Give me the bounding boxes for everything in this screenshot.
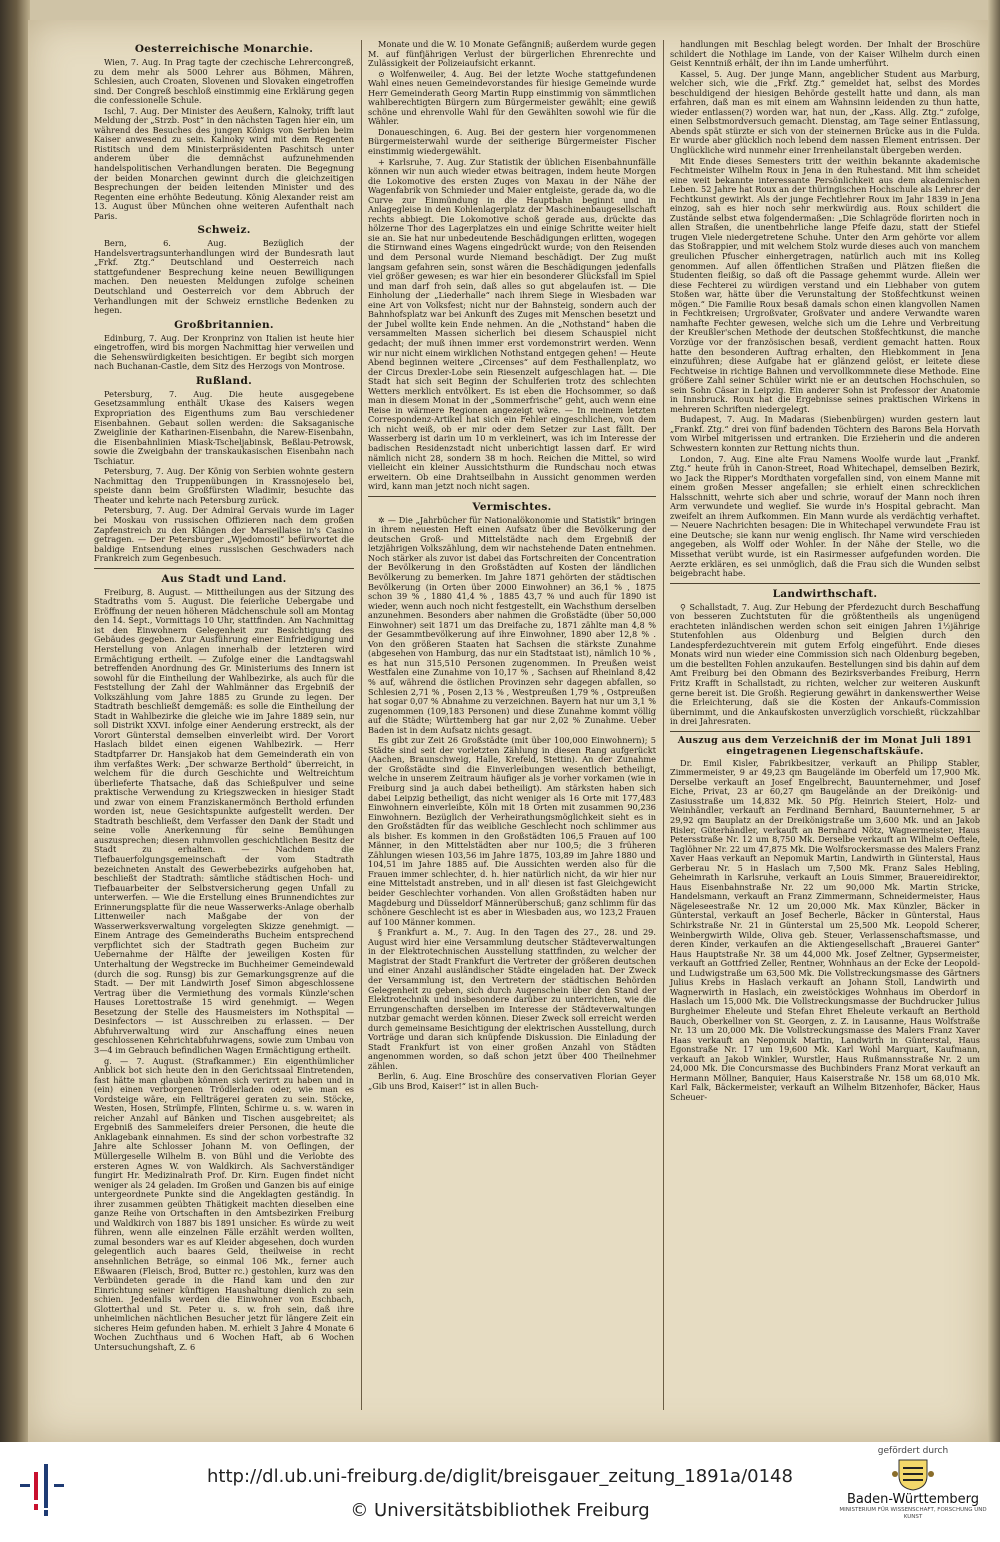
article-paragraph: Wien, 7. Aug. In Prag tagte der czechische Lehrercongreß, zu dem mehr als 5000 Lehrer aus Böhmen, Mähren, Schlesien, auch Croaten, Slovenen und Slovaken eingetroffen sind. Der Congreß beschloß einstimmig eine Erklärung gegen die confessionelle Schule. [94, 57, 354, 106]
page-edge [988, 0, 1000, 1442]
article-paragraph: Freiburg, 8. August. — Mittheilungen aus der Sitzung des Stadtraths vom 5. August. Die feierliche Uebergabe und Eröffnung der neuen höheren Mädchenschule soll am Montag den 14. Sept., Vormittags 10 Uhr, stattfinden. Am Nachmittag ist den Einwohnern Gelegenheit zur Besichtigung des Gebäudes gegeben. Zur Ausführung einer Einfriedigung und Herstellung von Anlagen innerhalb der letzteren wird Ermächtigung ertheilt. — Zufolge einer die Landtagswahl betreffenden Anordnung des Gr. Ministeriums des Innern ist sowohl für die Eintheilung der Wahlbezirke, als auch für die Feststellung der Zahl der Wahlmänner das Ergebniß der Volkszählung vom Jahre 1885 zu Grunde zu legen. Der Stadtrath beschließt demgemäß: es solle die Eintheilung der Stadt in Wahlbezirke die gleiche wie im Jahre 1889 sein, nur soll Distrikt XXVI. infolge einer Aenderung erstreckt, als der Vorort Günterstal demselben einverleibt wird. Der Vorort Haslach bildet einen eigenen Wahlbezirk. — Herr Stadtpfarrer Dr. Hansjakob hat dem Gemeinderath ein von ihm verfaßtes Werk: „Der schwarze Berthold“ überreicht, in welchem für die durch Geschichte und Weltreichtum überlieferte Thatsache, daß das Schießpulver und seine praktische Verwendung zu Kriegszwecken in hiesiger Stadt und zwar von einem Franziskanermönch Berthold erfunden worden ist, neue Gesichtspunkte aufgestellt werden. Der Stadtrath beschließt, dem Verfasser den Dank der Stadt und seine volle Anerkennung für seine Bemühungen auszusprechen; diesen ruhmvollen geschichtlichen Besitz der Stadt zu erhalten. — Nachdem die Tiefbauerfolgungsgemeinschaft der vom Stadtrath bezeichneten Anstalt des Gewerbebezirks aufgehoben hat, beschließt der Stadtrath: sämtliche städtischen Hoch- und Tiefbauarbeiter der Selbstversicherung gegen Unfall zu unterwerfen. — Wie die Erstellung eines Brunnendichtes zur Erinnerungsplatte für die neue Wasserwerks-Anlage oberhalb Littenweiler nach Maßgabe der von der Wasserwerksverwaltung vorgelegten Skizze genehmigt. — Einem Antrage des Gemeinderaths Bucheim entsprechend verpflichtet sich der Stadtrath gegen Bucheim zur Uebernahme der Hälfte der jeweiligen Kosten für Unterhaltung der Wegstrecke im Buchheimer Gemeindewald (durch die sog. Runsg) bis zur Gemarkungsgrenze auf die Stadt. — Der mit Landwirth Josef Simon abgeschlossene Vertrag über die Vermiethung des vormals Künzle'schen Hauses Lorettostraße 15 wird genehmigt. — Wegen Besetzung der Stelle des Hausmeisters im Nothspital — Desinfectors — ist Ausschreiben zu erlassen. — Der Abfuhrverwaltung wird zur Anschaffung eines neuen geschlossenen Kehrichtabfuhrwagens, sowie zum Umbau von 3—4 im Gebrauch befindlichen Wagen Ermächtigung ertheilt. [94, 586, 354, 1055]
coat-of-arms-icon [891, 1456, 935, 1492]
book-binding [0, 0, 30, 1442]
article-paragraph: ⊙ Wolfenweiler, 4. Aug. Bei der letzte Woche stattgefundenen Wahl eines neuen Gemeindevorstandes für hiesige Gemeinde wurde Herr Gemeinderath Georg Martin Rupp einstimmig von sämmtlichen wahlberechtigten Bürgern zum Bürgermeister gewählt; eine gewiß schöne und ehrenvolle Wahl für den Gewählten sowohl wie für die Wähler. [368, 68, 656, 127]
column-3 [664, 40, 986, 1442]
article-paragraph: Petersburg, 7. Aug. Der König von Serbien wohnte gestern Nachmittag den Truppenübungen in Krassnojeselo bei, speiste dann beim Großfürsten Wladimir, besuchte das Theater und kehrte nach Petersburg zurück. [94, 466, 354, 505]
article-paragraph: Petersburg, 7. Aug. Die heute ausgegebene Gesetzsammlung enthält Ukase des Kaisers wegen Expropriation des Eigenthums zum Bau verschiedener Eisenbahnen. Gebaut sollen werden: die Saksaganische Zweiglinie der Katharinen-Eisenbahn, die Narew-Eisenbahn, die Eisenbahnlinien Miask-Tscheljabinsk, Beßlau-Petrowsk, sowie die Zweigbahn der transkaukasischen Eisenbahn nach Tschiatur. [94, 388, 354, 466]
section-heading: Vermischtes. [368, 496, 656, 514]
article-paragraph: Kassel, 5. Aug. Der junge Mann, angeblicher Student aus Marburg, welcher sich, wie die „Frkf. Ztg.“ gemeldet hat, selbst des Mordes beschuldigend der hiesigen Behörde gestellt hatte und dann, als man erfahren, daß man es mit einem am Wahnsinn leidenden zu thun hatte, wieder entlassen(?) worden war, hat nun, der „Kass. Allg. Ztg.“ zufolge, einen Selbstmordversuch gemacht. Dienstag, am Tage seiner Entlassung, Abends spät stürzte er sich von der steinernen Brücke aus in die Fulda. Er wurde aber glücklich noch lebend dem nassen Element entrissen. Der Unglückliche wird nunmehr einer Irrenheilanstalt übergeben werden. [670, 68, 980, 156]
section-heading: Landwirthschaft. [670, 583, 980, 601]
article-paragraph: § Frankfurt a. M., 7. Aug. In den Tagen des 27., 28. und 29. August wird hier eine Versammlung deutscher Städteverwaltungen in der Elektrotechnischen Ausstellung stattfinden, zu welcher der Magistrat der Stadt Frankfurt die Vertreter der größeren deutschen und einer Anzahl ausländischer Städte eingeladen hat. Der Zweck der Versammlung ist, den Vertretern der städtischen Behörden Gelegenheit zu geben, sich durch Augenschein über den Stand der Elektrotechnik und insbesondere darüber zu unterrichten, wie die Errungenschaften derselben im Interesse der Städteverwaltungen nutzbar gemacht werden können. Dieser Zweck soll erreicht werden durch gemeinsame Besichtigung der elektrischen Ausstellung, durch Vorträge und daran sich knüpfende Diskussion. Die Einladung der Stadt Frankfurt ist von einer großen Anzahl von Städten angenommen worden, so daß schon jetzt über 400 Theilnehmer zählen. [368, 927, 656, 1071]
article-paragraph: Budapest, 7. Aug. In Madaras (Siebenbürgen) wurden gestern laut „Frankf. Ztg.“ drei von fünf badenden Töchtern des Barons Bela Horvath vom Wirbel mitgerissen und ertranken. Die Erzieherin und die anderen Schwestern konnten zur Rettung nichts thun. [670, 414, 980, 453]
section-heading: Auszug aus dem Verzeichniß der im Monat Juli 1891 eingetragenen Liegenschaftskäufe. [670, 731, 980, 757]
column-2 [362, 40, 662, 1442]
sponsor-name: Baden-Württemberg [847, 1492, 979, 1507]
article-paragraph: Bern, 6. Aug. Bezüglich der Handelsvertragsunterhandlungen wird der Bundesrath laut „Frkf. Ztg.“ Deutschland und Oesterreich nach stattgefundener Besprechung keine neuen Bewilligungen machen. Den neuesten Meldungen zufolge scheinen Deutschland und Oesterreich vor dem Abbruch der Verhandlungen mit der Schweiz ernstliche Bedenken zu hegen. [94, 238, 354, 316]
article-paragraph: Berlin, 6. Aug. Eine Broschüre des conservativen Florian Geyer „Gib uns Brod, Kaiser!“ ist in allen Buch- [368, 1071, 656, 1091]
viewer-footer [0, 1442, 1000, 1542]
article-paragraph: London, 7. Aug. Eine alte Frau Namens Woolfe wurde laut „Frankf. Ztg.“ heute früh in Canon-Street, Road Whitechapel, demselben Bezirk, wo Jack the Ripper's Mordthaten vorgefallen sind, von einem Manne mit einem großen Messer angefallen; sie erhielt einen schrecklichen Halsschnitt, wehrte sich aber und schrie, worauf der Mann noch ihren Arm verwundete und weglief. Sie wurde in's Hospital gebracht. Man zweifelt an ihrem Aufkommen. Ein Mann wurde als verdächtig verhaftet. — Neuere Nachrichten besagen: Die in Whitechapel verwundete Frau ist eine Deutsche; sie kann nur wenig englisch. Ihr Name wird verschieden angegeben, als Wolff oder Wohler. In der Nähe der Stelle, wo die Missethat verübt wurde, ist ein Rasirmesser aufgefunden worden. Die Aerzte erklären, es sei unmöglich, daß die Frau sich die Wunden selbst beigebracht habe. [670, 453, 980, 579]
article-paragraph: handlungen mit Beschlag belegt worden. Der Inhalt der Broschüre schildert die Nothlage im Lande, von der Kaiser Wilhelm durch einen Geist Kenntniß erhält, der ihn im Lande umherführt. [670, 40, 980, 69]
sponsor-label: gefördert durch [877, 1446, 949, 1456]
sponsor-badge [838, 1446, 988, 1542]
copyright-notice: © Universitätsbibliothek Freiburg [350, 1500, 650, 1521]
article-paragraph: ✲ — Die „Jahrbücher für Nationalökonomie und Statistik“ bringen in ihrem neuesten Heft einen Aufsatz über die Bevölkerung der deutschen Groß- und Mittelstädte nach dem Ergebniß der letzjährigen Volkszählung, dem wir nachstehende Daten entnehmen. Noch stärker als zuvor ist dabei das Fortschreiten der Concentration der Bevölkerung in den Großstädten auf Kosten der ländlichen Bevölkerung zu bemerken. Im Jahre 1871 gehörten der städtischen Bevölkerung (in Orten über 2000 Einwohner) an 36,1 % , 1875 schon 39 % , 1880 41,4 % , 1885 43,7 % und auch für 1890 ist wieder, wenn auch noch nicht festgestellt, ein Wachsthum derselben anzunehmen. Besonders aber nahmen die Großstädte (über 50,000 Einwohner) seit 1871 um das Dreifache zu, 1871 zählte man 4,8 % der Gesammtbevölkerung auf ihre Einwohner, 1890 aber 12,8 % . Von den größeren Staaten hat Sachsen die stärkste Zunahme (abgesehen von Hamburg, das nur ein Stadtstaat ist), nämlich 10 % , es hat nun 315,510 Personen zugenommen. In Preußen weist Westfalen eine Zunahme von 10,17 % , Sachsen auf Rheinland 8,42 % auf, während die östlichen Provinzen sehr dagegen abfallen, so Schlesien 2,71 % , Posen 2,13 % , Westpreußen 1,79 % , Ostpreußen hat sogar 0,07 % Abnahme zu verzeichnen. Bayern hat nur um 3,1 % zugenommen (109,183 Personen) und diese Zunahme kommt völlig auf die Städte; Württemberg hat gar nur 2,02 % Zunahme. Ueber Baden ist in dem Aufsatz nichts gesagt. [368, 514, 656, 735]
section-heading: Schweiz. [197, 224, 251, 237]
article-paragraph: Dr. Emil Kisler, Fabrikbesitzer, verkauft an Philipp Stabler, Zimmermeister, 9 ar 49,23 qm Baugelände im Oberfeld um 17,900 Mk. Derselbe verkauft an Josef Engelbrecht, Bauunternehmer, und Josef Eiche, Privat, 23 ar 60,27 qm Baugelände an der Dreikönig- und Zasiusstraße um 14,832 Mk. 50 Pfg. Heinrich Steiert, Holz- und Weinhändler, verkauft an Ferdinand Bernhard, Bauunternehmer, 5 ar 29,92 qm Bauplatz an der Dreikönigstraße um 3,600 Mk. und an Jakob Risler, Güterhändler, verkauft an Bernhard Nötz, Wagnermeister, Haus Petersstraße Nr. 12 um 8,750 Mk. Derselbe verkauft an Wilhelm Oeftele, Taglöhner Nr. 22 um 47,875 Mk. Die Wolfsrockersmasse des Malers Franz Xaver Haas verkauft an Nepomuk Martin, Landwirth in Günterstal, Haus Gerberau Nr. 5 in Haslach um 7,500 Mk. Franz Sales Hebling, Geheimrath in Karlsruhe, verkauft an Louis Simmer, Brauereidirektor, Haus Eisenbahnstraße Nr. 22 um 90,000 Mk. Martin Stricke, Handelsmann, verkauft an Franz Zimmermann, Schneidermeister, Haus Nägeleseestraße Nr. 12 um 20,000 Mk. Max Künzler, Bäcker in Günterstal, verkauft an Josef Becherle, Bäcker in Günterstal, Haus Schirkstraße Nr. 21 in Günterstal um 25,500 Mk. Leopold Scherer, Weinbergwirth Wilde, Oliva geb. Steuer, Verlassenschaftsmasse, und deren Kinder, verkaufen an die Aktiengesellschaft „Brauerei Ganter“ Haus Hauptstraße Nr. 38 um 44,000 Mk. Josef Zeltner, Gypsermeister, verkauft an Gottfried Zeller, Rentner, Wohnhaus an der Ecke der Leopold- und Ludwigstraße um 63,500 Mk. Die Vollstreckungsmasse des Gärtners Julius Krebs in Haslach verkauft an Johann Stoll, Landwirth und Wagnerwirth in Haslach, ein zweistöckiges Wohnhaus im Oberdorf in Haslach um 15,000 Mk. Die Vollstreckungsmasse der Buchdrucker Julius Burgheimer Eheleute und Stefan Ehret Eheleute verkauft an Berthold Bauch, Oberkellner von St. Georgen, z. Z. in Lausanne, Haus Wolfstraße Nr. 13 um 20,000 Mk. Die Vollstreckungsmasse des Malers Franz Xaver Haas verkauft an Nepomuk Martin, Landwirth in Günterstal, Haus Egonstraße Nr. 17 um 19,600 Mk. Karl Wohl Marquart, Kaufmann, verkauft an Jakob Winkler, Wurstler, Haus Rußmannsstraße Nr. 2 um 24,000 Mk. Die Concursmasse des Buchbinders Franz Morat verkauft an Hermann Möllner, Banquier, Haus Kaiserstraße Nr. 158 um 68,010 Mk. Karl Falk, Bäckermeister, verkauft an Wilhelm Bitzenhofer, Bäcker, Haus Scheuer- [670, 757, 980, 1102]
section-heading: Großbritannien. [174, 318, 274, 331]
sponsor-subtitle: MINISTERIUM FÜR WISSENSCHAFT, FORSCHUNG UND KUNST [839, 1507, 987, 1520]
article-paragraph: Donaueschingen, 6. Aug. Bei der gestern hier vorgenommenen Bürgermeisterwahl wurde der seitherige Bürgermeister Fischer einstimmig wiedergewählt. [368, 126, 656, 157]
section-heading: Aus Stadt und Land. [94, 568, 354, 586]
article-paragraph: Es gibt zur Zeit 26 Großstädte (mit über 100,000 Einwohnern); 5 Städte sind seit der vorletzten Zählung in diesen Rang aufgerückt (Aachen, Braunschweig, Halle, Krefeld, Stettin). An der Zunahme der Großstädte sind die Einverleibungen wesentlich betheiligt, welche in unserem Zeitraum häufiger als je vorher vorkamen (wie in Freiburg sind ja auch dabei betheiligt). Am stärksten haben sich dabei Leipzig betheiligt, das nicht weniger als 16 Orte mit 177,483 Einwohnern einverleibte, Köln mit 18 Orten mit zusammen 90,236 Einwohnern. Bezüglich der Verheirathungsmöglichkeit sieht es in den Großstädten für das weibliche Geschlecht noch schlimmer aus als bisher. Es kommen in den Großstädten 106,5 Frauen auf 100 Männer, in den Mittelstädten aber nur 100,5; die 3 früheren Zählungen wiesen 103,56 im Jahre 1875, 103,89 im Jahre 1880 und 104,51 im Jahre 1885 auf. Die Aussichten werden also für die Frauen immer schlechter, d. h. hier natürlich nicht, da wir hier nur eine Mittelstadt anstreben, und in all' diesen ist fast Gleichgewicht beider Geschlechter vorhanden. Von allen Großstädten haben nur Magdeburg und Düsseldorf Männerüberschuß; ganz schlimm für das schönere Geschlecht ist es aber in Wiesbaden aus, wo 123,2 Frauen auf 100 Männer kommen. [368, 735, 656, 927]
article-paragraph: Petersburg, 7. Aug. Der Admiral Gervais wurde im Lager bei Moskau von russischen Offizieren nach dem großen Zapfenstreich zu den Klängen der Marseillaise in's Casino getragen. — Der Petersburger „Wjedomosti“ befürwortet die baldige Entsendung eines russischen Geschwaders nach Frankreich zum Gegenbesuch. [94, 505, 354, 564]
article-paragraph: Monate und die W. 10 Monate Gefängniß; außerdem wurde gegen M. auf fünfjährigen Verlust der bürgerlichen Ehrenrechte und Zulässigkeit der Polizeiaufsicht erkannt. [368, 40, 656, 69]
document-url-link[interactable]: http://dl.ub.uni-freiburg.de/diglit/breisgauer_zeitung_1891a/0148 [207, 1466, 793, 1487]
article-paragraph: + Karlsruhe, 7. Aug. Zur Statistik der üblichen Eisenbahnunfälle können wir nun auch wieder etwas beitragen, indem heute Morgen die Lokomotive des ersten Zuges von Maxau in der Nähe der Wagenfabrik von Schmieder und Maier entgleiste, gerade da, wo die Curve zur Einmündung in die Hauptbahn beginnt und in Anlagegleise in den Kohlenlagerplatz der Maschinenbaugesellschaft rechts abbiegt. Die Lokomotive schoß gerade aus, drückte das hölzerne Thor des Lagerplatzes ein und einige Schritte weiter hielt sie an. Sie hat nur unbedeutende Beschädigungen erlitten, wogegen die Stirnwand eines Wagens eingedrückt wurde; von den Reisenden und dem Personal wurde Niemand beschädigt. Der Zug mußt langsam gefahren sein, sonst wären die Beschädigungen jedenfalls viel größer gewesen; es war hier ein besonderer Glücksfall im Spiel und man darf froh sein, daß alles so gut abgelaufen ist. — Die Einholung der „Liederhalle“ nach ihrem Siege in Wiesbaden war eine Art von Volksfest; nicht nur der Bahnsteig, sondern auch der Bahnhofsplatz war bei Ankunft des Zuges mit Menschen besetzt und der Jubel wollte kein Ende nehmen. An die „Nothstand“ haben die versammelten Massen sicherlich bei diesem Schauspiel nicht gedacht; der muß ihnen immer erst vordemonstrirt werden. Wenn wir nur nicht einem wirklichen Nothstand entgegen gehen! — Heute Abend beginnen weitere „Circenses“ auf dem Festhallenplatz, wo der Circus Drexler-Lobe sein Riesenzelt aufgeschlagen hat. — Die Stadt hat sich seit Beginn der Schulferien trotz des schlechten Wetters merklich entvölkert. Es ist eben die Hochsommer, so daß man in diesem Monat in der „Sommerfrische“ geht, auch wenn eine Reise in wärmere Regionen angezeigt wäre. — In meinem letzten Correspondenz-Artikel hat sich ein Fehler eingeschlichen, von dem ich nicht weiß, ob er mir oder dem Setzer zur Last fällt. Der Wasserberg ist darin um 10 m verkleinert, was ich im Interesse der badischen Residenzstadt nicht unberichtigt lassen darf. Er wird nämlich nicht 28, sondern 38 m hoch. Reichen die Mittel, so wird vielleicht ein kleiner Aussichtsthurm die Rundschau noch etwas erweitern. Ob eine Drahtseilbahn in Aussicht genommen werden wird, kann man jetzt noch nicht sagen. [368, 156, 656, 492]
section-heading: Rußland. [195, 374, 253, 387]
article-paragraph: Ischl, 7. Aug. Der Minister des Aeußern, Kalnoky, trifft laut Meldung der „Strzb. Post“ in den nächsten Tagen hier ein, um während des Besuches des jungen Königs von Serbien beim Kaiser anwesend zu sein. Kalnoky wird mit dem Regenten Ristitsch und dem Ministerpräsidenten Paschitsch unter anderem über die demnächst aufzunehmenden handelspolitischen Verhandlungen beraten. Die Begegnung der beiden Monarchen gewinnt durch die gleichzeitigen Besprechungen der beiden leitenden Minister und des Regenten eine erhöhte Bedeutung. König Alexander reist am 13. August über München ohne weiteren Aufenthalt nach Paris. [94, 105, 354, 221]
article-paragraph: g. — 7. August. (Strafkammer.) Ein eigenthümlicher Anblick bot sich heute den in den Gerichtssaal Eintretenden, fast hätte man glauben können sich verirrt zu haben und in (ein) einen verborgenen Trödlerladen oder, wie man es Vordsteige wäre, ein Fellträgerei geraten zu sein. Stöcke, Westen, Hosen, Strümpfe, Flinten, Schirme u. s. w. waren in reicher Anzahl auf Bänken und Tischen ausgebreitet; als Ergebniß des Sammeleifers dreier Personen, die heute die Anklagebank einnahmen. Es sind der schon vorbestrafte 32 Jahre alte Schlosser Johann M. von Oeflingen, der Müllergeselle Wilhelm B. von Bühl und die Verlobte des ersteren Agnes W. von Waldkirch. Als Sachverständiger fungirt Hr. Medizinalrath Prof. Dr. Kirn. Eugen findet nicht weniger als 24 geladen. Im Großen und Ganzen bis auf einige untergeordnete Punkte sind die Angeklagten geständig. In ihrer zusammen geübten Thätigkeit machten dieselben eine ganze Reihe von Ortschaften in den Amtsbezirken Freiburg und Waldkirch von 1887 bis 1891 unsicher. Es würde zu weit führen, wenn alle einzelnen Fälle erzählt werden wollten, zumal besonders war es auf Kleider abgesehen, doch wurden gelegentlich auch baares Geld, theilweise in recht ansehnlichen Beträge, so einmal 106 Mk., ferner auch Eßwaaren (Fleisch, Brod, Butter rc.) gestohlen, kurz was den Verbündeten gerade in die Hand kam und den zur Einrichtung seiner künftigen Haushaltung dienlich zu sein schien. Jedenfalls werden die Einwohner von Eschbach, Glotterthal und St. Peter u. s. w. froh sein, daß ihre unheimlichen nächtlichen Besucher jetzt für längere Zeit ein sicheres Heim gefunden haben. M. erhielt 3 Jahre 4 Monate 6 Wochen Zuchthaus und 6 Wochen Haft, ab 6 Wochen Untersuchungshaft, Z. 6 [94, 1055, 354, 1352]
article-paragraph: Mit Ende dieses Semesters tritt der weithin bekannte akademische Fechtmeister Wilhelm Roux in Jena in den Ruhestand. Mit ihm scheidet eine weit bekannte interessante Persönlichkeit aus dem akademischen Leben. 52 Jahre hat Roux an der thüringischen Hochschule als Lehrer der Fechtkunst gewirkt. Als der junge Fechtlehrer Roux im Jahr 1839 in Jena einzog, sah es hier noch sehr merkwürdig aus. Roux schildert die Zustände selbst etwa folgendermaßen: „Die Schlagröde florirten noch in allen Straßen, die unentbehrliche lange Pfeife dazu, statt der Stiefel trugen Viele niedergetretene Schuhe. Unter den Arm gehörte vor allem das Stoßrappier, und mit welchem Stolz wurde dieses auch von manchem greulichen Pfuscher einhergetragen, natürlich auch mit ins Kolleg genommen. Auf allen öffentlichen Straßen und Plätzen fließen die Studenten fleißig, so daß oft die Passage gehemmt wurde. Allein wer diese Fechterei zu würdigen verstand und ein Liebhaber von gutem Stoßen war, hätte über die Verunstaltung der Stoßfechtkunst weinen mögen.“ Die Familie Roux besaß damals schon einen klangvollen Namen in Fechtkreisen; Urgroßvater, Großvater und andere Verwandte waren namhafte Fechter gewesen, welche sich um die Lehre und Verbreitung der Kreußler'schen Methode der deutschen Stoßfechtkunst, die manche Vorzüge vor der französischen besaß, verdient gemacht hatten. Roux hatte den besonderen Auftrag erhalten, den Hiebkomment in Jena einzuführen; diese Aufgabe hat er glänzend gelöst, er leitete diese Fechtweise in richtige Bahnen und vervollkommnete diese Methode. Eine größere Zahl seiner Schüler wirkt nie er an deutschen Hochschulen, so sein Sohn Cäsar in Leipzig. Ein anderer Sohn ist Professor der Anatomie in Innsbruck. Roux hat die Ergebnisse seines praktischen Wirkens in mehreren Schriften niedergelegt. [670, 155, 980, 414]
section-heading: Oesterreichische Monarchie. [134, 43, 314, 55]
article-paragraph: Edinburg, 7. Aug. Der Kronprinz von Italien ist heute hier eingetroffen, wird bis morgen Nachmittag hier verweilen und die Sehenswürdigkeiten besichtigen. Er begibt sich morgen nach Buchanan-Castle, dem Sitz des Herzogs von Montrose. [94, 332, 354, 372]
article-paragraph: ⚲ Schallstadt, 7. Aug. Zur Hebung der Pferdezucht durch Beschaffung von besseren Zuchtstuten für die größtentheils als ungenügend erachteten inländischen werden schon seit einigen Jahren 1½jährige Stutenfohlen aus Oldenburg und Belgien durch den Landespferdezuchtverein mit gutem Erfolg eingeführt. Ende dieses Monats wird nun wieder eine Commission sich nach Oldenburg begeben, um die bestellten Fohlen anzukaufen. Bestellungen sind bis dahin auf dem Amt Freiburg bei den Obmann des Bezirksverbandes Freiburg, Herrn Fritz Krafft in Schallstadt, zu richten, welcher zur weiteren Auskunft gerne bereit ist. Die Großh. Regierung gewährt in dankenswerther Weise die Erleichterung, daß sie die Kosten der Ankaufs-Commission übernimmt, und die Ankaufskosten unverzüglich vorschießt, rückzahlbar in drei Jahresraten. [670, 601, 980, 727]
column-1 [88, 40, 360, 1442]
